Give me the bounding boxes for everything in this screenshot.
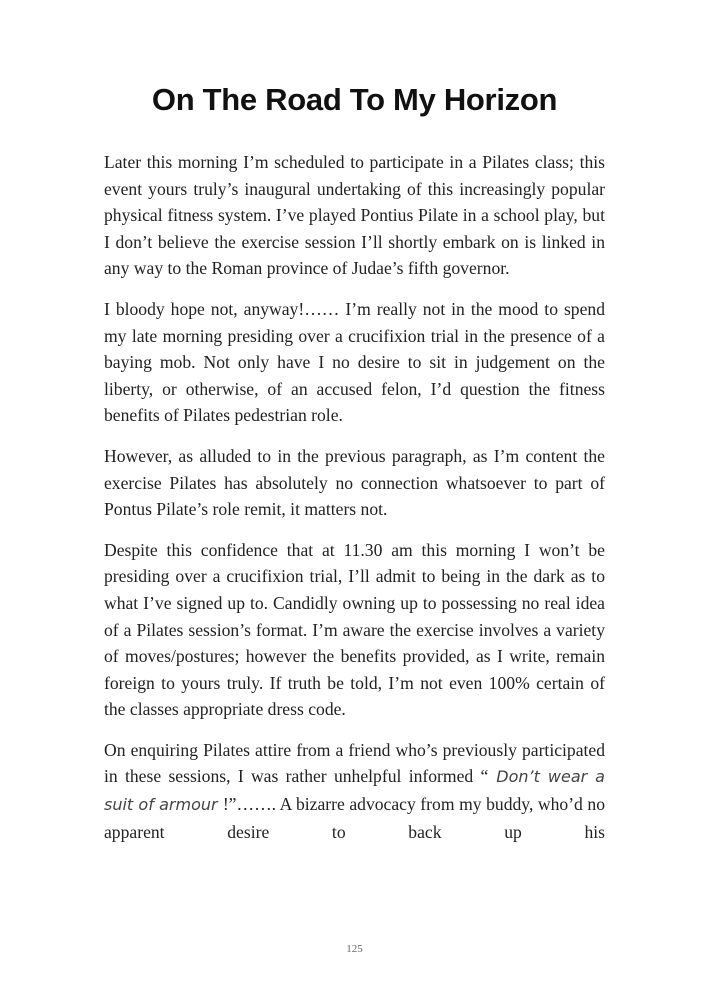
paragraph-5 [104, 737, 605, 845]
paragraph-3: However, as alluded to in the previous paragraph, as I’m content the exercise Pilates has absolutely no connection whatsoever to part of Pontus Pilate’s role remit, it matters not. [104, 445, 605, 520]
chapter-title: On The Road To My Horizon [151, 82, 558, 117]
body-text [104, 149, 605, 859]
paragraph-5-tail: !”……. A bizarre advocacy from my buddy, who’d no apparent desire to back up his [104, 794, 605, 842]
page-number: 125 [346, 943, 363, 955]
paragraph-5-lead: On enquiring Pilates attire from a friend who’s previously participated in these sessions, I was rather unhelpful informed “ [104, 739, 605, 787]
paragraph-5-quote: Don’t wear a suit of armour [104, 767, 605, 815]
paragraph-2: I bloody hope not, anyway!…… I’m really not in the mood to spend my late morning presiding over a crucifixion trial in the presence of a baying mob. Not only have I no desire to sit in judgement on the liberty, or otherwise, of an accused felon, I’d question the fitness benefits of Pilates pedestrian role. [104, 298, 605, 426]
paragraph-1: Later this morning I’m scheduled to participate in a Pilates class; this event yours truly’s inaugural undertaking of this increasingly popular physical fitness system. I’ve played Pontius Pilate in a school play, but I don’t believe the exercise session I’ll shortly embark on is linked in any way to the Roman province of Judae’s fifth governor. [104, 152, 605, 279]
paragraph-4: Despite this confidence that at 11.30 am this morning I won’t be presiding over a crucifixion trial, I’ll admit to being in the dark as to what I’ve signed up to. Candidly owning up to possessing no real idea of a Pilates session’s format. I’m aware the exercise involves a variety of moves/postures; however the benefits provided, as I write, remain foreign to yours truly. If truth be told, I’m not even 100% certain of the classes appropriate dress code. [104, 539, 605, 720]
